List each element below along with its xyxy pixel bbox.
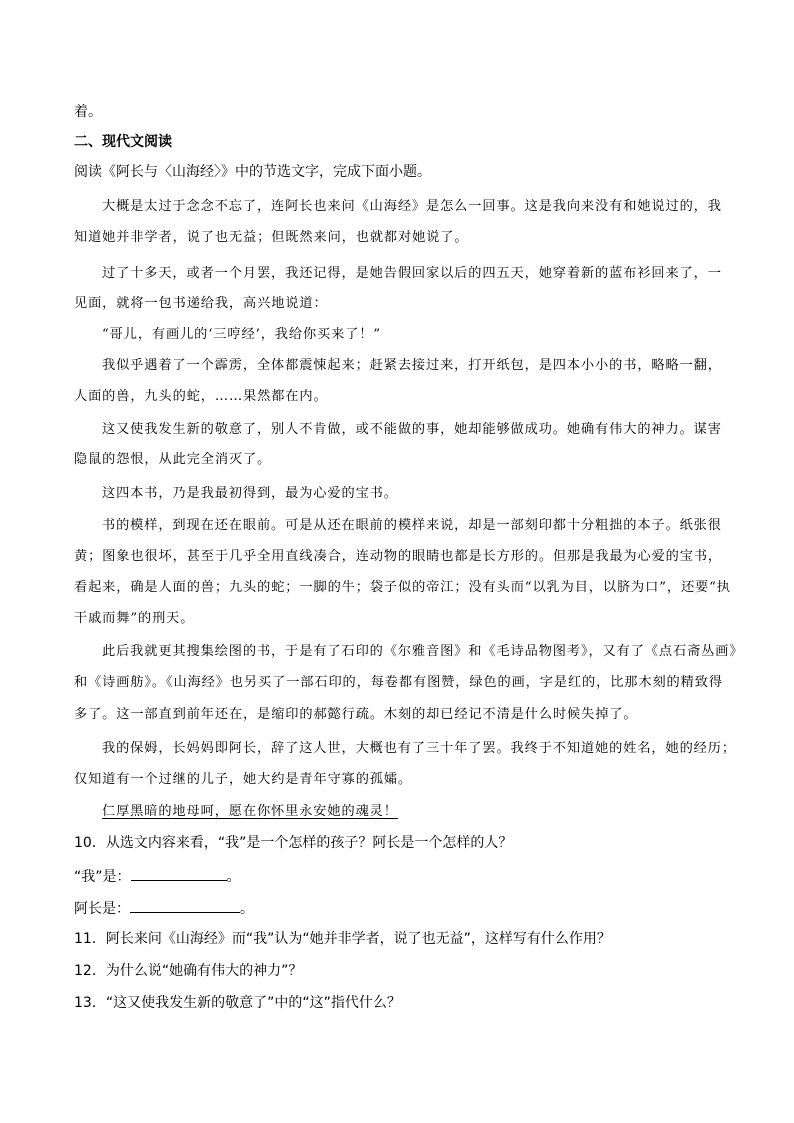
passage-line: 我的保姆，长妈妈即阿长，辞了这人世，大概也有了三十年了罢。我终于不知道她的姓名，她的经历； [102, 741, 736, 756]
answer-10-me [74, 866, 241, 886]
passage-line: 过了十多天，或者一个月罢，我还记得，是她告假回家以后的四五天，她穿着新的蓝布衫回来了，一 [102, 266, 722, 281]
passage-line: “哥儿，有画儿的‘三哼经’，我给你买来了！” [102, 327, 382, 342]
passage-line: 书的模样，到现在还在眼前。可是从还在眼前的模样来说，却是一部刻印都十分粗拙的本子。纸张很 [102, 518, 722, 533]
passage-line: 此后我就更其搜集绘图的书，于是有了石印的《尔雅音图》和《毛诗品物图考》，又有了《点石斋丛画》 [102, 644, 744, 659]
passage-line: 黄；图象也很坏，甚至于几乎全用直线凑合，连动物的眼睛也都是长方形的。但那是我最为心爱的宝书， [74, 549, 723, 564]
passage-line: 知道她并非学者，说了也无益；但既然来问，也就都对她说了。 [74, 230, 469, 245]
section-heading: 二、现代文阅读 [74, 134, 172, 150]
answer-label: 阿长是： [74, 901, 130, 917]
answer-blank[interactable] [130, 898, 240, 913]
question-12: 12．为什么说“她确有伟大的神力”？ [74, 963, 303, 979]
passage-line: 人面的兽，九头的蛇，……果然都在内。 [74, 389, 328, 404]
passage-line: 和《诗画舫》。《山海经》也另买了一部石印的，每卷都有图赞，绿色的画，字是红的，比那木刻的精致得 [74, 675, 723, 690]
passage-line: 这又使我发生新的敬意了，别人不肯做，或不能做的事，她却能够做成功。她确有伟大的神力。谋害 [102, 422, 722, 437]
question-10: 10．从选文内容来看，“我”是一个怎样的孩子？阿长是一个怎样的人？ [74, 835, 513, 851]
answer-end: 。 [240, 901, 254, 917]
reading-instruction: 阅读《阿长与〈山海经〉》中的节选文字，完成下面小题。 [74, 164, 431, 180]
passage-line: 看起来，确是人面的兽；九头的蛇；一脚的牛；袋子似的帝江；没有头而“以乳为目，以脐为口”，还要“执 [74, 580, 731, 595]
passage-line: 这四本书，乃是我最初得到，最为心爱的宝书。 [102, 486, 398, 501]
question-11: 11．阿长来问《山海经》而“我”认为“她并非学者，说了也无益”，这样写有什么作用？ [74, 931, 611, 947]
passage-line: 见面，就将一包书递给我，高兴地说道： [74, 296, 328, 311]
passage-line: 我似乎遇着了一个霹雳，全体都震悚起来；赶紧去接过来，打开纸包，是四本小小的书，略略一翻， [102, 358, 722, 373]
answer-end: 。 [226, 869, 241, 885]
passage-line: 干戚而舞”的刑天。 [74, 611, 195, 626]
answer-10-achang [74, 898, 254, 918]
passage-line: 大概是太过于念念不忘了，连阿长也来问《山海经》是怎么一回事。这是我向来没有和她说过的，我 [102, 199, 722, 214]
passage-line: 多了。这一部直到前年还在，是缩印的郝懿行疏。木刻的却已经记不清是什么时候失掉了。 [74, 707, 638, 722]
previous-question-fragment: 着。 [74, 104, 102, 120]
passage-closing-line: 仁厚黑暗的地母呵，愿在你怀里永安她的魂灵！ [102, 804, 398, 819]
passage-line: 仅知道有一个过继的儿子，她大约是青年守寡的孤孀。 [74, 772, 413, 787]
question-13: 13．“这又使我发生新的敬意了”中的“这”指代什么？ [74, 995, 401, 1011]
passage-line: 隐鼠的怨恨，从此完全消灭了。 [74, 452, 272, 467]
answer-blank[interactable] [131, 866, 227, 881]
answer-label: “我”是： [74, 869, 131, 885]
